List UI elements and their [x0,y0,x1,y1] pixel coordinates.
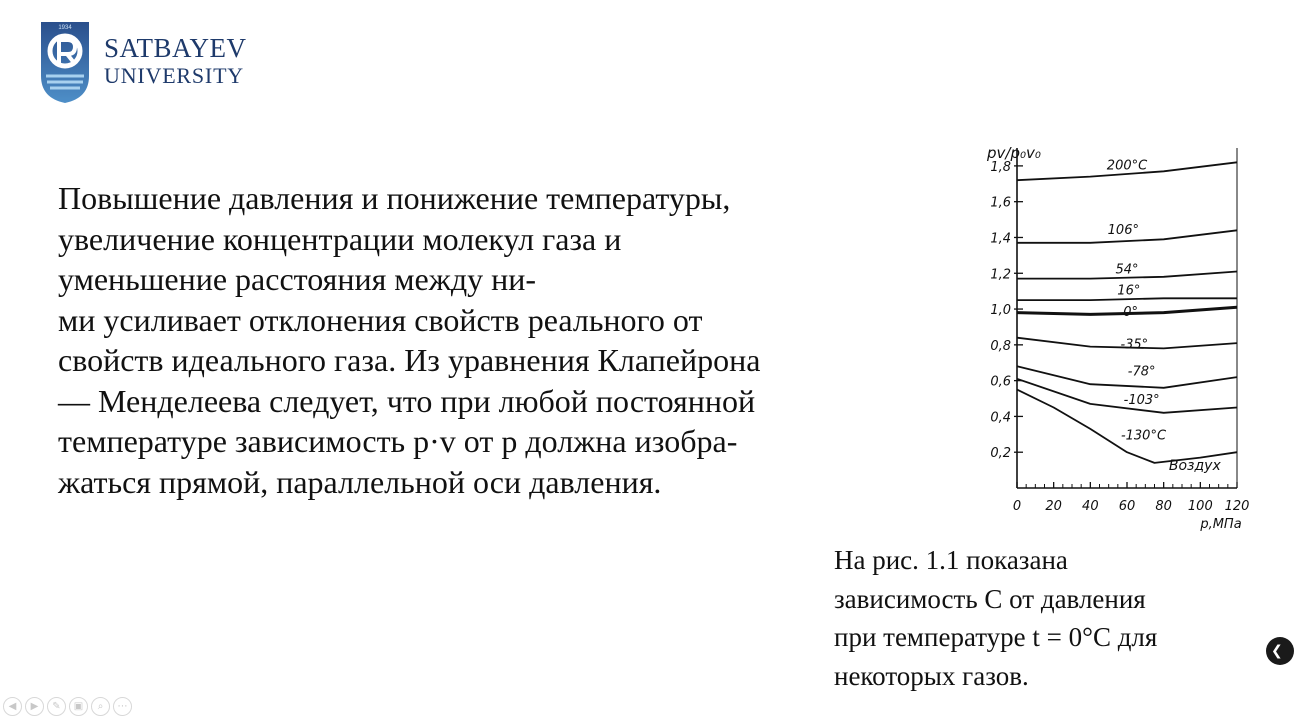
university-emblem-icon [38,18,92,104]
series-label: 0° [1123,305,1139,321]
figure-caption [834,541,1254,695]
series-label: 106° [1107,222,1139,238]
y-axis-label: pv/p₀v₀ [987,144,1041,162]
main-text-line: ми усиливает отклонения свойств реального от [58,301,703,338]
x-tick-label: 20 [1045,499,1062,514]
pen-tool-button[interactable]: ✎ [47,697,66,716]
main-text-line: — Менделеева следует, что при любой постоянной [58,382,756,419]
caption-line: некоторых газов. [834,660,1029,691]
emblem-year: 1934 [58,25,72,31]
x-tick-label: 0 [1012,499,1022,514]
zoom-button[interactable]: ⌕ [91,697,110,716]
y-tick-label: 0,4 [990,410,1011,426]
series-label: 200°C [1106,158,1148,174]
y-tick-label: 0,2 [990,446,1011,462]
caption-line: зависимость C от давления [834,583,1146,614]
chart-svg [975,138,1265,530]
x-tick-label: 60 [1118,499,1136,514]
chevron-left-icon: ❮ [1271,643,1283,659]
x-tick-label: 40 [1082,499,1099,514]
y-tick-label: 1,8 [990,159,1011,175]
next-slide-button[interactable] [1266,637,1294,665]
x-tick-label: 120 [1224,499,1250,514]
series-label: -103° [1123,392,1160,408]
main-paragraph [58,178,898,502]
slideshow-toolbar [3,697,132,716]
series-label: 54° [1115,262,1139,278]
series-label: -35° [1120,337,1149,353]
x-axis-label: p,МПа [1200,517,1242,532]
logo-name-line2: UNIVERSITY [104,63,244,88]
y-tick-label: 1,0 [990,303,1011,319]
compressibility-chart [975,138,1265,530]
main-text-line: Повышение давления и понижение температуры, [58,180,731,216]
previous-slide-button[interactable]: ◀ [3,697,22,716]
main-text-line: увеличение концентрации молекул газа и [58,220,622,257]
more-options-button[interactable]: ⋯ [113,697,132,716]
x-tick-label: 100 [1187,499,1213,514]
y-tick-label: 0,6 [990,374,1011,390]
main-text-line: уменьшение расстояния между ни- [58,261,537,297]
main-text-line: свойств идеального газа. Из уравнения Клапейрона [58,342,761,378]
x-tick-label: 80 [1155,499,1172,514]
y-tick-label: 1,2 [990,267,1011,283]
university-logo [38,18,247,104]
main-text-line: жаться прямой, параллельной оси давления. [58,463,662,500]
next-slide-toolbar-button[interactable]: ▶ [25,697,44,716]
y-tick-label: 1,6 [990,195,1011,211]
logo-name-line1: SATBAYEV [104,33,247,63]
y-tick-label: 1,4 [990,231,1011,247]
slide-overview-button[interactable]: ▣ [69,697,88,716]
caption-line: при температуре t = 0°C для [834,622,1158,652]
series-label: -130°C [1120,428,1167,444]
main-text-line: температуре зависимость p·v от p должна изобра- [58,423,738,459]
series-label: -78° [1127,364,1156,380]
y-tick-label: 0,8 [990,338,1011,354]
chart-annotation: Воздух [1168,458,1221,475]
caption-line: На рис. 1.1 показана [834,545,1068,575]
series-label: 16° [1117,283,1141,299]
